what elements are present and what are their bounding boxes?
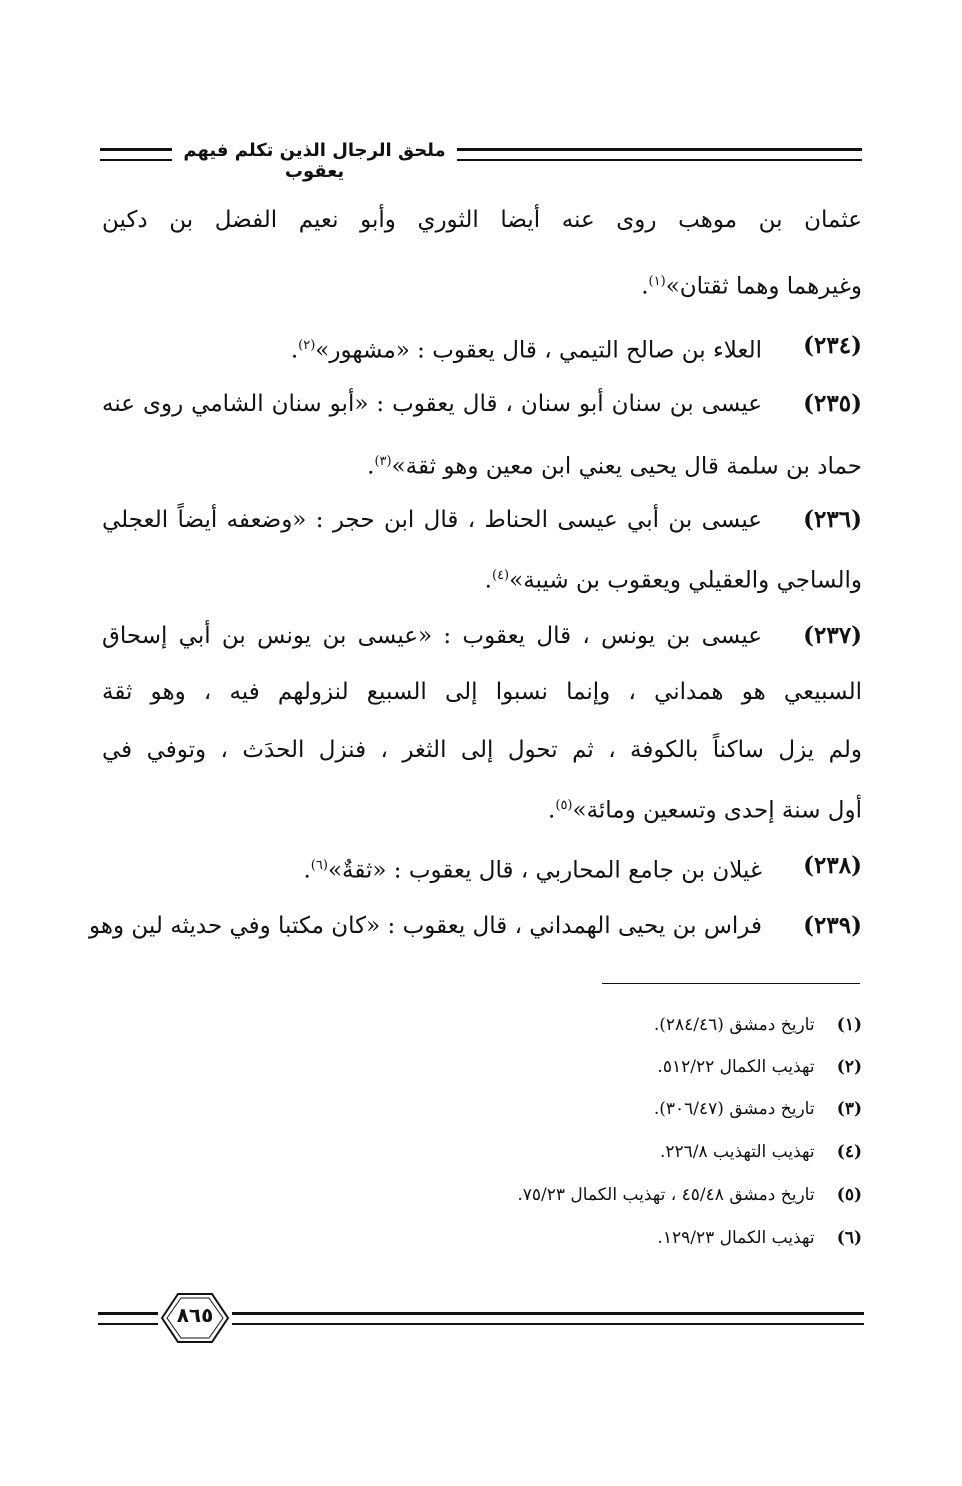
entry-number: (٢٣٥) bbox=[803, 390, 862, 417]
text-line: حماد بن سلمة قال يحيى يعني ابن معين وهو ثقة»$^{(٣)}$. bbox=[367, 453, 862, 480]
footnote-ref: (٤) bbox=[491, 568, 510, 583]
text-line: العلاء بن صالح التيمي ، قال يعقوب : «مشهور»$^{(٢)}$. bbox=[290, 337, 762, 364]
footnote: (٤) تهذيب التهذيب ٢٢٦/٨. bbox=[659, 1142, 862, 1162]
footer-rule-left bbox=[98, 1312, 158, 1325]
text-line: عثمان بن موهب روى عنه أيضا الثوري وأبو نعيم الفضل بن دكين bbox=[102, 207, 862, 233]
footnote-ref: (٦) bbox=[310, 858, 328, 873]
header-rule-left bbox=[100, 148, 172, 161]
text-line: السبيعي هو همداني ، وإنما نسبوا إلى السبيع لنزولهم فيه ، وهو ثقة bbox=[102, 679, 862, 705]
footnote-ref: (١) bbox=[648, 274, 666, 289]
footnote: (٦) تهذيب الكمال ١٢٩/٢٣. bbox=[657, 1228, 862, 1248]
footnote-ref: (٢) bbox=[298, 338, 316, 353]
text-line: والساجي والعقيلي ويعقوب بن شيبة»$^{(٤)}$. bbox=[484, 567, 862, 594]
entry-number: (٢٣٩) bbox=[803, 912, 862, 939]
entry-number: (٢٣٦) bbox=[803, 506, 862, 533]
footnote: (٢) تهذيب الكمال ٥١٢/٢٢. bbox=[657, 1057, 862, 1077]
footer-rule-right bbox=[232, 1312, 864, 1325]
text-line: فراس بن يحيى الهمداني ، قال يعقوب : «كان مكتبا وفي حديثه لين وهو bbox=[89, 913, 762, 939]
entry-number: (٢٣٧) bbox=[803, 622, 862, 649]
footnote-separator bbox=[602, 983, 860, 984]
text-line: غيلان بن جامع المحاربي ، قال يعقوب : «ثقةٌ»$^{(٦)}$. bbox=[303, 857, 762, 884]
header-title: ملحق الرجال الذين تكلم فيهم يعقوب bbox=[183, 140, 446, 182]
footnote-ref: (٣) bbox=[374, 454, 392, 469]
entry-number: (٢٣٤) bbox=[803, 332, 862, 359]
text-line: عيسى بن سنان أبو سنان ، قال يعقوب : «أبو سنان الشامي روى عنه bbox=[102, 391, 762, 417]
text-line: وغيرهما وهما ثقتان»$^{(١)}$. bbox=[641, 273, 862, 300]
footnote: (٥) تاريخ دمشق ٤٥/٤٨ ، تهذيب الكمال ٧٥/٢٣. bbox=[517, 1185, 862, 1205]
footnote-ref: (٥) bbox=[555, 798, 573, 813]
text-line: ولم يزل ساكناً بالكوفة ، ثم تحول إلى الثغر ، فنزل الحدَث ، وتوفي في bbox=[102, 737, 862, 763]
entry-number: (٢٣٨) bbox=[803, 852, 862, 879]
running-header bbox=[100, 140, 862, 182]
text-line: عيسى بن أبي عيسى الحناط ، قال ابن حجر : «وضعفه أيضاً العجلي bbox=[102, 507, 762, 533]
page-number: ٨٦٥ bbox=[176, 1303, 214, 1327]
text-line: عيسى بن يونس ، قال يعقوب : «عيسى بن يونس بن أبي إسحاق bbox=[102, 623, 762, 649]
footnote: (٣) تاريخ دمشق (٣٠٦/٤٧). bbox=[653, 1099, 862, 1119]
page-footer bbox=[98, 1290, 864, 1350]
header-rule-right bbox=[457, 148, 862, 161]
footnote: (١) تاريخ دمشق (٢٨٤/٤٦). bbox=[653, 1015, 862, 1035]
text-line: أول سنة إحدى وتسعين ومائة»$^{(٥)}$. bbox=[548, 797, 862, 824]
